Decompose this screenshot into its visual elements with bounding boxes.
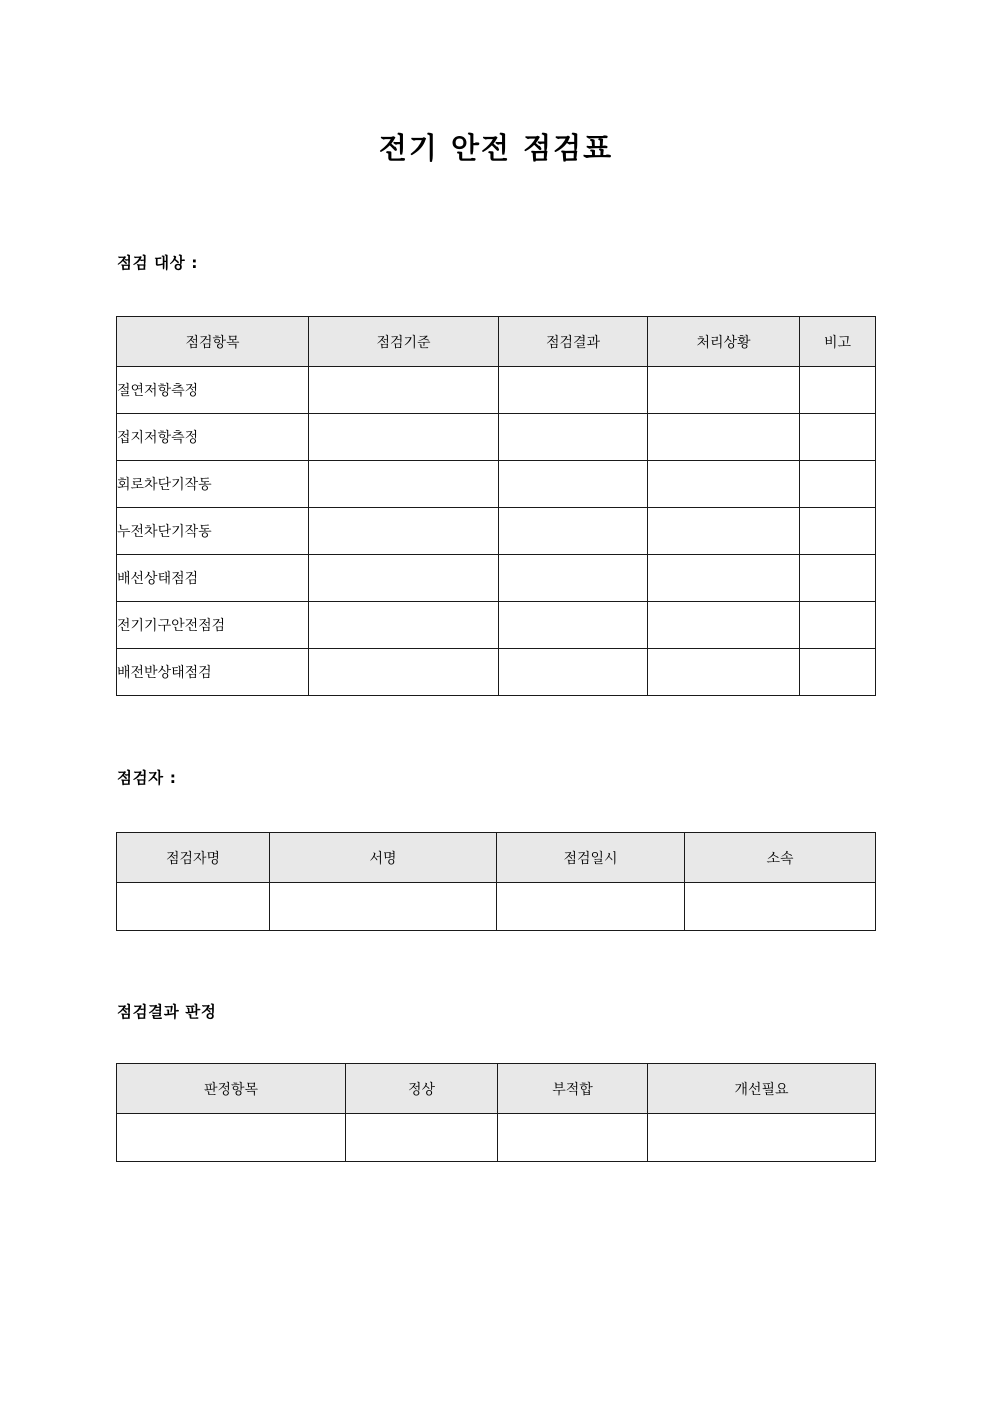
column-header-datetime bbox=[497, 833, 685, 883]
section-heading-inspector: 점검자 : bbox=[117, 769, 177, 787]
table-row bbox=[117, 367, 876, 414]
column-header-item bbox=[117, 317, 309, 367]
cell-datetime[interactable] bbox=[497, 883, 685, 931]
cell-item bbox=[117, 649, 309, 696]
cell-action[interactable] bbox=[648, 649, 800, 696]
column-header-normal bbox=[346, 1064, 498, 1114]
table-row bbox=[117, 555, 876, 602]
cell-note[interactable] bbox=[800, 555, 876, 602]
column-header-result-label: 점검결과 bbox=[545, 334, 601, 351]
column-header-needs-improvement bbox=[648, 1064, 876, 1114]
table-row bbox=[117, 508, 876, 555]
cell-criteria[interactable] bbox=[309, 649, 499, 696]
table-row bbox=[117, 883, 876, 931]
column-header-criteria bbox=[309, 317, 499, 367]
table-header-row bbox=[117, 833, 876, 883]
cell-note[interactable] bbox=[800, 602, 876, 649]
column-header-signature bbox=[270, 833, 497, 883]
cell-item-label: 전기기구안전점검 bbox=[117, 618, 226, 634]
cell-item-label: 절연저항측정 bbox=[117, 383, 199, 399]
column-header-needs-improvement-label: 개선필요 bbox=[734, 1081, 789, 1098]
table-row bbox=[117, 602, 876, 649]
column-header-datetime-label: 점검일시 bbox=[563, 850, 618, 867]
inspection-items-table bbox=[116, 316, 876, 696]
cell-normal[interactable] bbox=[346, 1114, 498, 1162]
cell-action[interactable] bbox=[648, 602, 800, 649]
column-header-note bbox=[800, 317, 876, 367]
cell-result[interactable] bbox=[499, 461, 648, 508]
cell-criteria[interactable] bbox=[309, 602, 499, 649]
cell-result[interactable] bbox=[499, 555, 648, 602]
cell-result[interactable] bbox=[499, 508, 648, 555]
cell-item bbox=[117, 367, 309, 414]
table-row bbox=[117, 461, 876, 508]
cell-action[interactable] bbox=[648, 367, 800, 414]
cell-item bbox=[117, 555, 309, 602]
verdict-table bbox=[116, 1063, 876, 1162]
cell-nonconforming[interactable] bbox=[498, 1114, 648, 1162]
section-heading-inspection-target: 점검 대상 : bbox=[117, 254, 199, 272]
cell-item bbox=[117, 461, 309, 508]
cell-item bbox=[117, 508, 309, 555]
page-title: 전기 안전 점검표 bbox=[378, 131, 614, 165]
cell-item-label: 배선상태점검 bbox=[117, 571, 199, 587]
cell-criteria[interactable] bbox=[309, 367, 499, 414]
column-header-action-label: 처리상황 bbox=[696, 334, 751, 351]
column-header-inspector-name bbox=[117, 833, 270, 883]
column-header-signature-label: 서명 bbox=[369, 850, 397, 867]
column-header-result bbox=[499, 317, 648, 367]
section-heading-verdict: 점검결과 판정 bbox=[117, 1003, 217, 1021]
cell-item-label: 배전반상태점검 bbox=[117, 665, 212, 681]
cell-needs-improvement[interactable] bbox=[648, 1114, 876, 1162]
cell-criteria[interactable] bbox=[309, 461, 499, 508]
cell-item bbox=[117, 414, 309, 461]
column-header-note-label: 비고 bbox=[823, 334, 852, 351]
column-header-affiliation-label: 소속 bbox=[766, 850, 794, 867]
cell-note[interactable] bbox=[800, 649, 876, 696]
cell-result[interactable] bbox=[499, 414, 648, 461]
cell-signature[interactable] bbox=[270, 883, 497, 931]
table-header-row bbox=[117, 1064, 876, 1114]
cell-action[interactable] bbox=[648, 555, 800, 602]
table-row bbox=[117, 649, 876, 696]
cell-affiliation[interactable] bbox=[685, 883, 876, 931]
table-header-row bbox=[117, 317, 876, 367]
cell-verdict-item[interactable] bbox=[117, 1114, 346, 1162]
column-header-nonconforming bbox=[498, 1064, 648, 1114]
cell-criteria[interactable] bbox=[309, 508, 499, 555]
cell-note[interactable] bbox=[800, 367, 876, 414]
cell-note[interactable] bbox=[800, 461, 876, 508]
cell-note[interactable] bbox=[800, 508, 876, 555]
cell-action[interactable] bbox=[648, 461, 800, 508]
cell-inspector-name[interactable] bbox=[117, 883, 270, 931]
cell-note[interactable] bbox=[800, 414, 876, 461]
cell-action[interactable] bbox=[648, 414, 800, 461]
column-header-verdict-item-label: 판정항목 bbox=[203, 1081, 259, 1098]
cell-criteria[interactable] bbox=[309, 555, 499, 602]
column-header-inspector-name-label: 점검자명 bbox=[165, 850, 221, 867]
column-header-action bbox=[648, 317, 800, 367]
column-header-normal-label: 정상 bbox=[407, 1081, 436, 1098]
cell-item-label: 회로차단기작동 bbox=[117, 477, 212, 493]
column-header-item-label: 점검항목 bbox=[185, 334, 240, 351]
cell-result[interactable] bbox=[499, 649, 648, 696]
column-header-affiliation bbox=[685, 833, 876, 883]
column-header-verdict-item bbox=[117, 1064, 346, 1114]
cell-item bbox=[117, 602, 309, 649]
cell-action[interactable] bbox=[648, 508, 800, 555]
cell-result[interactable] bbox=[499, 602, 648, 649]
cell-result[interactable] bbox=[499, 367, 648, 414]
table-row bbox=[117, 414, 876, 461]
cell-item-label: 누전차단기작동 bbox=[117, 524, 212, 540]
inspector-table bbox=[116, 832, 876, 931]
column-header-nonconforming-label: 부적합 bbox=[552, 1081, 593, 1098]
cell-criteria[interactable] bbox=[309, 414, 499, 461]
table-row bbox=[117, 1114, 876, 1162]
column-header-criteria-label: 점검기준 bbox=[376, 334, 431, 351]
cell-item-label: 접지저항측정 bbox=[117, 430, 199, 446]
